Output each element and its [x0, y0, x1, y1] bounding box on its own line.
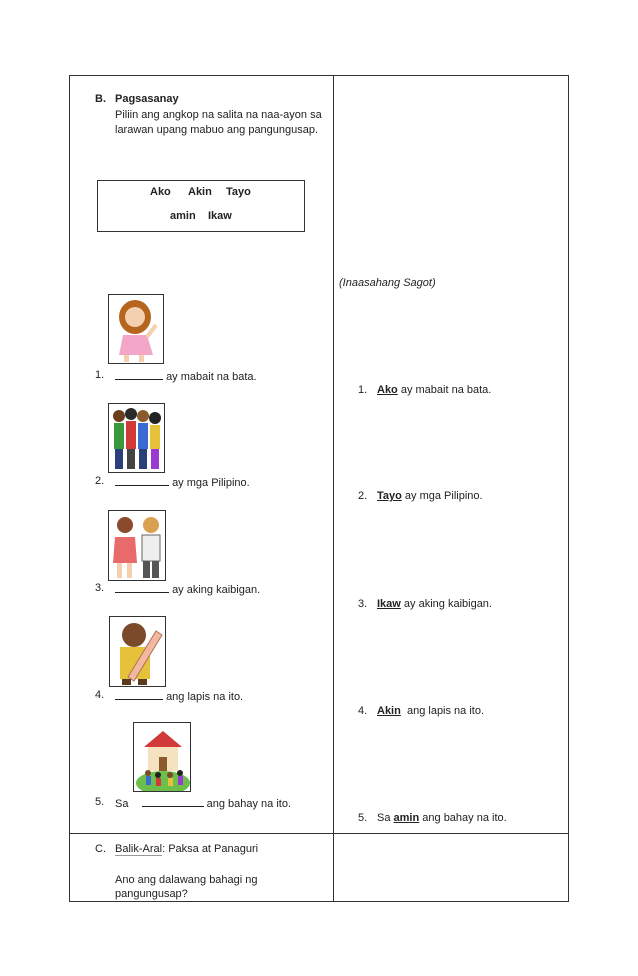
word-bank-word: Ako — [150, 186, 171, 198]
answer-word: Akin — [377, 705, 401, 717]
answer-text: ay aking kaibigan. — [403, 598, 492, 610]
two-friends-talking-icon — [108, 510, 166, 581]
answer-blank — [115, 688, 163, 700]
question-number: 5. — [95, 796, 105, 808]
question-number: 4. — [95, 689, 105, 701]
answers-header: (Inaasahang Sagot) — [339, 277, 436, 289]
answer-number: 5. — [358, 812, 368, 824]
question-text: ang bahay na ito. — [206, 798, 291, 810]
question-number: 3. — [95, 582, 105, 594]
answer-blank — [115, 474, 169, 486]
word-bank-word: Akin — [188, 186, 212, 198]
section-c-title: Balik-Aral — [115, 843, 163, 855]
section-c-subtitle: : Paksa at Panaguri — [162, 843, 259, 855]
section-c-letter: C. — [95, 843, 106, 855]
section-b-letter: B. — [95, 93, 106, 105]
section-b-instruction-line1: Piliin ang angkop na salita na naa-ayon sa — [115, 109, 322, 121]
question-prefix: Sa — [115, 798, 129, 810]
answer-word: Ako — [377, 384, 398, 396]
section-b-instruction-line2: larawan upang mabuo ang pangungusap. — [115, 124, 319, 136]
answer-prefix: Sa — [377, 812, 391, 824]
answer-text: ay mabait na bata. — [400, 384, 492, 396]
answer-number: 3. — [358, 598, 368, 610]
family-house-icon — [133, 722, 191, 792]
answer-text: ay mga Pilipino. — [404, 490, 483, 502]
answer-number: 2. — [358, 490, 368, 502]
section-c-question-line2: pangungusap? — [115, 888, 188, 900]
answer-text: ang lapis na ito. — [406, 705, 485, 717]
word-bank-word: Tayo — [226, 186, 251, 198]
question-number: 1. — [95, 369, 105, 381]
word-bank-word: Ikaw — [208, 210, 232, 222]
answer-blank — [142, 795, 204, 807]
question-text: ay aking kaibigan. — [172, 584, 261, 596]
child-holding-pencil-icon — [109, 616, 166, 687]
answer-number: 1. — [358, 384, 368, 396]
column-divider — [333, 75, 334, 902]
row-divider — [69, 833, 569, 834]
answer-blank — [115, 581, 169, 593]
question-text: ay mabait na bata. — [166, 371, 257, 383]
answer-word: Tayo — [377, 490, 402, 502]
answer-number: 4. — [358, 705, 368, 717]
question-number: 2. — [95, 475, 105, 487]
question-text: ang lapis na ito. — [166, 691, 244, 703]
word-bank-word: amin — [170, 210, 196, 222]
question-text: ay mga Pilipino. — [172, 477, 250, 489]
section-b-title: Pagsasanay — [115, 93, 179, 105]
answer-word: amin — [393, 812, 420, 824]
group-of-people-icon — [108, 403, 165, 473]
girl-waving-icon — [108, 294, 164, 364]
answer-text: ang bahay na ito. — [422, 812, 507, 824]
section-c-question-line1: Ano ang dalawang bahagi ng — [115, 874, 258, 886]
answer-blank — [115, 368, 163, 380]
answer-word: Ikaw — [377, 598, 401, 610]
